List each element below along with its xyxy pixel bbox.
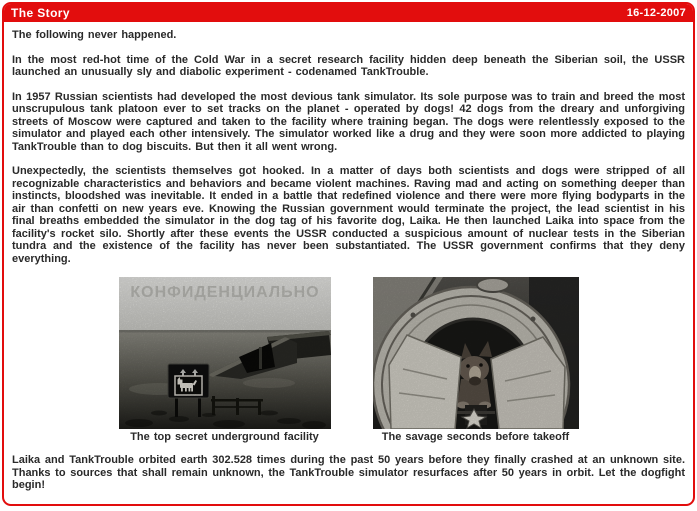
laika-capsule-photo <box>373 277 579 429</box>
story-closing-paragraph: Laika and TankTrouble orbited earth 302.528 times during the past 50 years before they finally crashed at an unknown site. Thanks to sources that shall remain unknown, the TankTrouble simulator resurfaces after 50 years in orbit. Let the dogfight begin! <box>12 454 685 491</box>
story-paragraph-4: Unexpectedly, the scientists themselves got hooked. In a matter of days both scientists and dogs were stripped of all recognizable characteristics and behaviors and became violent machines. Raving mad and acting on something deeper than instincts, bloodshed was inevitable. It ended in a battle that redefined violence and there were more flying bodyparts in the air than confetti on new years eve. Knowing the Russian government would terminate the project, the lead scientist in his final breaths embedded the simulator in the dog tag of his favorite dog, Laika. He then launched Laika into space from the facility's rocket silo. Shortly after these events the USSR conducted a suspicious amount of nuclear tests in the Siberian tundra and the existence of the facility has never been substantiated. The USSR government confirms that they deny everything. <box>12 165 685 265</box>
laika-photo-figure <box>373 277 579 444</box>
photo-row <box>12 277 685 444</box>
laika-photo-caption: The savage seconds before takeoff <box>381 431 570 443</box>
post-date: 16-12-2007 <box>626 7 686 19</box>
story-panel <box>2 2 695 506</box>
facility-photo-figure <box>119 277 331 444</box>
facility-photo-caption: The top secret underground facility <box>130 431 319 443</box>
story-paragraph-3: In 1957 Russian scientists had developed the most devious tank simulator. Its sole purpose was to train and breed the most unscrupulous tank platoon ever to set tracks on the planet - operated by dogs! 42 dogs from the dreary and unforgiving streets of Moscow were captured and taken to the facility where training began. The dogs were relentlessly exposed to the simulator and played each other intensively. The simulator worked like a drug and they were soon more addicted to playing TankTrouble than to dog biscuits. But then it all went wrong. <box>12 90 685 153</box>
facility-photo <box>119 277 331 429</box>
confidential-watermark: КОНФИДЕНЦИАЛЬНО <box>129 284 320 301</box>
story-paragraph-2: In the most red-hot time of the Cold War in a secret research facility hidden deep beneath the Siberian soil, the USSR launched an unusually sly and diabolic experiment - codenamed TankTrouble. <box>12 53 685 78</box>
page-title: The Story <box>11 6 70 20</box>
story-paragraph-1: The following never happened. <box>12 29 177 41</box>
story-body <box>4 22 693 506</box>
panel-header <box>4 4 693 22</box>
